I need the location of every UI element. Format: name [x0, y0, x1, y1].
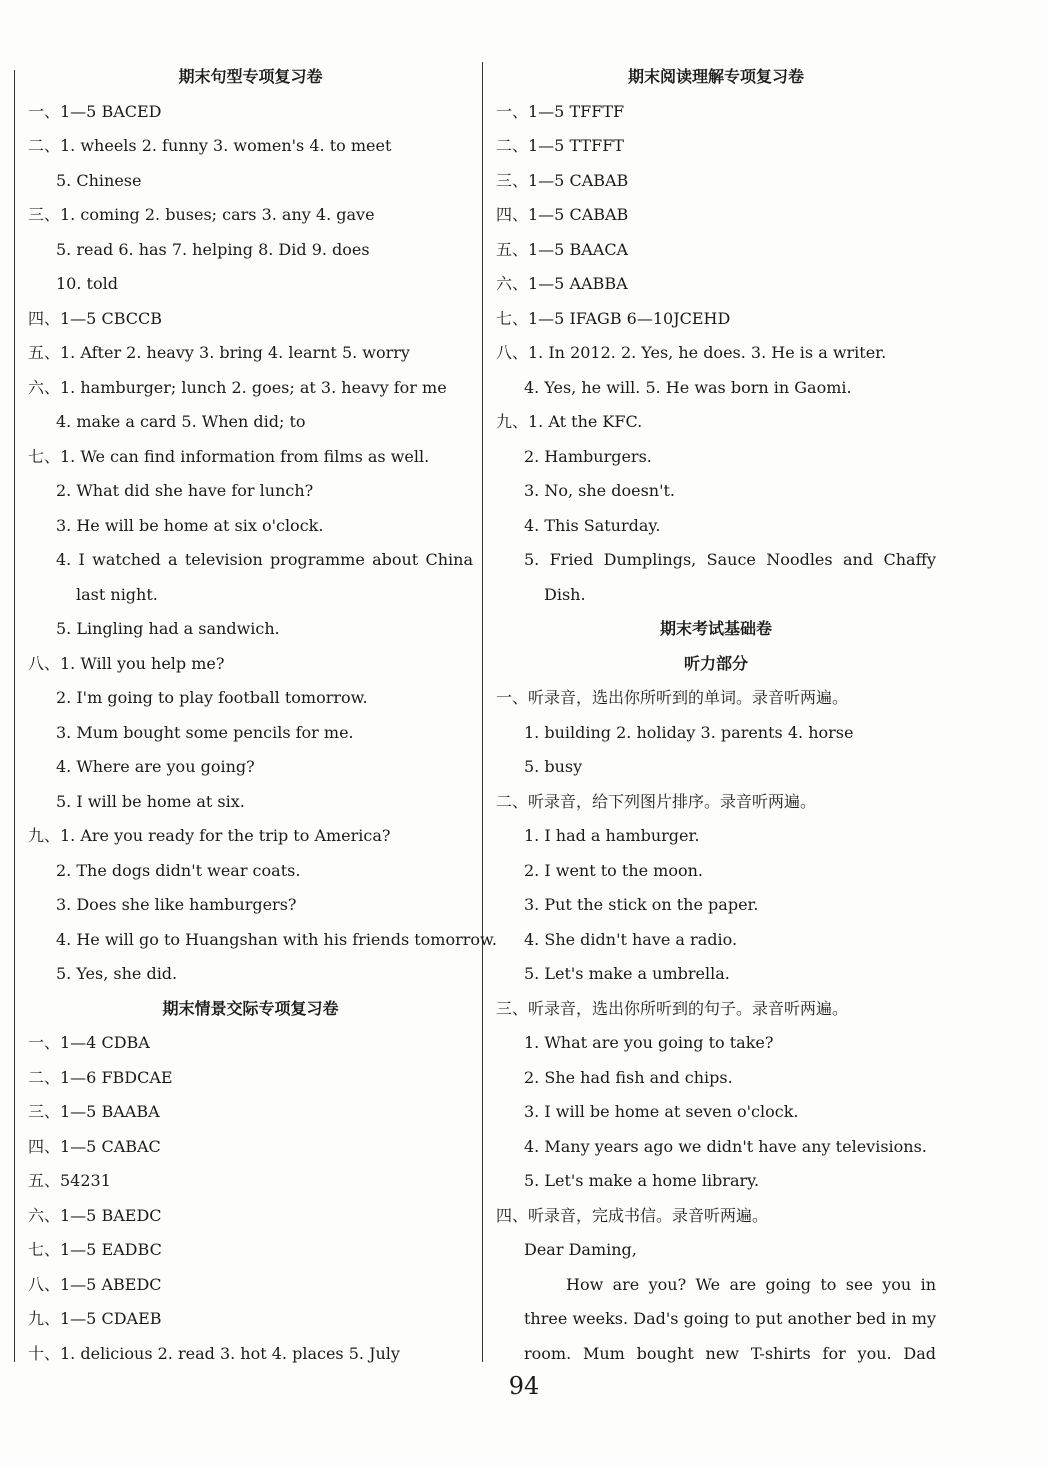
answer-line: Dish.: [544, 584, 586, 604]
answer-line: 八、1—5 ABEDC: [28, 1274, 162, 1294]
answer-line: 2. The dogs didn't wear coats.: [56, 860, 301, 880]
answer-line: 二、1—5 TTFFT: [496, 136, 624, 155]
answer-line: 九、1. At the KFC.: [496, 412, 643, 431]
answer-line: 三、1—5 CABAB: [496, 170, 629, 190]
answer-line: 三、1. coming 2. buses; cars 3. any 4. gave: [28, 205, 375, 224]
answer-line: 六、1. hamburger; lunch 2. goes; at 3. heavy for me: [28, 377, 447, 397]
answer-line: 4. This Saturday.: [524, 515, 661, 535]
answer-line: 四、1—5 CABAB: [496, 205, 629, 224]
answer-line: 5. Chinese: [56, 170, 142, 190]
answer-line: 五、1—5 BAACA: [496, 239, 629, 259]
answer-line: 一、1—5 TFFTF: [496, 101, 625, 121]
answer-line: 一、1—4 CDBA: [28, 1033, 150, 1052]
answer-line: 六、1—5 AABBA: [496, 274, 628, 293]
answer-line: 二、1—6 FBDCAE: [28, 1067, 173, 1087]
section-heading-final-exam: 期末考试基础卷: [659, 619, 772, 638]
section-heading-listening: 听力部分: [683, 653, 748, 673]
answer-line: 五、54231: [28, 1171, 111, 1190]
answer-line: 九、1. Are you ready for the trip to America?: [28, 826, 391, 845]
answer-line: 5. Yes, she did.: [56, 964, 178, 983]
answer-line: 七、1—5 IFAGB 6—10JCEHD: [496, 308, 731, 328]
question-instruction: 二、听录音，给下列图片排序。录音听两遍。: [496, 791, 817, 811]
question-instruction: 一、听录音，选出你所听到的单词。录音听两遍。: [496, 688, 849, 707]
answer-line: 3. No, she doesn't.: [524, 481, 675, 500]
answer-line: 5. I will be home at six.: [56, 791, 245, 811]
answer-line: 六、1—5 BAEDC: [28, 1205, 162, 1225]
column-divider: [482, 62, 483, 1362]
answer-line: last night.: [76, 584, 158, 604]
answer-line: 4. I watched a television programme about China: [56, 550, 473, 569]
letter-salutation: Dear Daming,: [524, 1240, 637, 1259]
answer-line: 1. building 2. holiday 3. parents 4. horse: [524, 722, 854, 742]
answer-line: 2. She had fish and chips.: [524, 1067, 733, 1087]
answer-line: 4. Many years ago we didn't have any televisions.: [524, 1136, 927, 1156]
answer-line: 3. I will be home at seven o'clock.: [524, 1102, 799, 1121]
letter-text: three weeks. Dad's going to put another bed in my: [524, 1309, 936, 1328]
answer-line: 三、1—5 BAABA: [28, 1102, 160, 1121]
answer-line: 八、1. In 2012. 2. Yes, he does. 3. He is a writer.: [496, 343, 887, 362]
answer-line: 2. Hamburgers.: [524, 446, 652, 466]
answer-line: 10. told: [56, 274, 118, 293]
answer-line: 四、1—5 CABAC: [28, 1136, 161, 1156]
section-heading-sentence-review: 期末句型专项复习卷: [178, 67, 323, 86]
right-column: [496, 60, 936, 1371]
answer-line: 3. Put the stick on the paper.: [524, 895, 759, 914]
answer-line: 十、1. delicious 2. read 3. hot 4. places 5. July: [28, 1343, 400, 1363]
answer-line: 五、1. After 2. heavy 3. bring 4. learnt 5. worry: [28, 343, 410, 362]
section-heading-situational-review: 期末情景交际专项复习卷: [162, 998, 339, 1018]
answer-line: 3. He will be home at six o'clock.: [56, 515, 324, 535]
answer-line: 2. I went to the moon.: [524, 860, 704, 880]
answer-line: 二、1. wheels 2. funny 3. women's 4. to meet: [28, 136, 392, 155]
page-number: 94: [508, 1372, 540, 1400]
answer-line: 5. Fried Dumplings, Sauce Noodles and Chaffy: [524, 550, 936, 569]
question-instruction: 三、听录音，选出你所听到的句子。录音听两遍。: [496, 998, 849, 1018]
answer-line: 七、1. We can find information from films as well.: [28, 446, 430, 466]
answer-line: 3. Mum bought some pencils for me.: [56, 722, 354, 742]
answer-line: 4. Yes, he will. 5. He was born in Gaomi.: [524, 377, 852, 397]
answer-line: 2. I'm going to play football tomorrow.: [56, 688, 368, 707]
question-instruction: 四、听录音，完成书信。录音听两遍。: [496, 1205, 769, 1225]
answer-line: 1. What are you going to take?: [524, 1033, 774, 1052]
answer-line: 一、1—5 BACED: [28, 101, 162, 121]
left-column: [28, 60, 497, 1371]
left-margin-rule: [14, 70, 15, 1362]
answer-line: 八、1. Will you help me?: [28, 653, 225, 673]
answer-line: 3. Does she like hamburgers?: [56, 895, 297, 914]
answer-line: 七、1—5 EADBC: [28, 1240, 162, 1259]
answer-line: 四、1—5 CBCCB: [28, 308, 162, 328]
section-heading-reading-review: 期末阅读理解专项复习卷: [627, 67, 804, 86]
answer-line: 5. read 6. has 7. helping 8. Did 9. does: [56, 239, 370, 259]
answer-line: 5. Let's make a home library.: [524, 1171, 760, 1190]
answer-line: 4. He will go to Huangshan with his friends tomorrow.: [56, 929, 497, 949]
letter-text: How are you? We are going to see you in: [566, 1274, 936, 1294]
answer-line: 1. I had a hamburger.: [524, 826, 700, 845]
answer-line: 5. busy: [524, 757, 583, 776]
answer-line: 4. Where are you going?: [56, 757, 255, 776]
answer-line: 4. She didn't have a radio.: [524, 929, 738, 949]
answer-line: 2. What did she have for lunch?: [56, 481, 314, 500]
letter-text: room. Mum bought new T-shirts for you. Dad: [524, 1343, 936, 1363]
answer-line: 5. Lingling had a sandwich.: [56, 619, 280, 638]
answer-line: 4. make a card 5. When did; to: [56, 412, 306, 431]
answer-line: 5. Let's make a umbrella.: [524, 964, 730, 983]
answer-line: 九、1—5 CDAEB: [28, 1309, 162, 1328]
